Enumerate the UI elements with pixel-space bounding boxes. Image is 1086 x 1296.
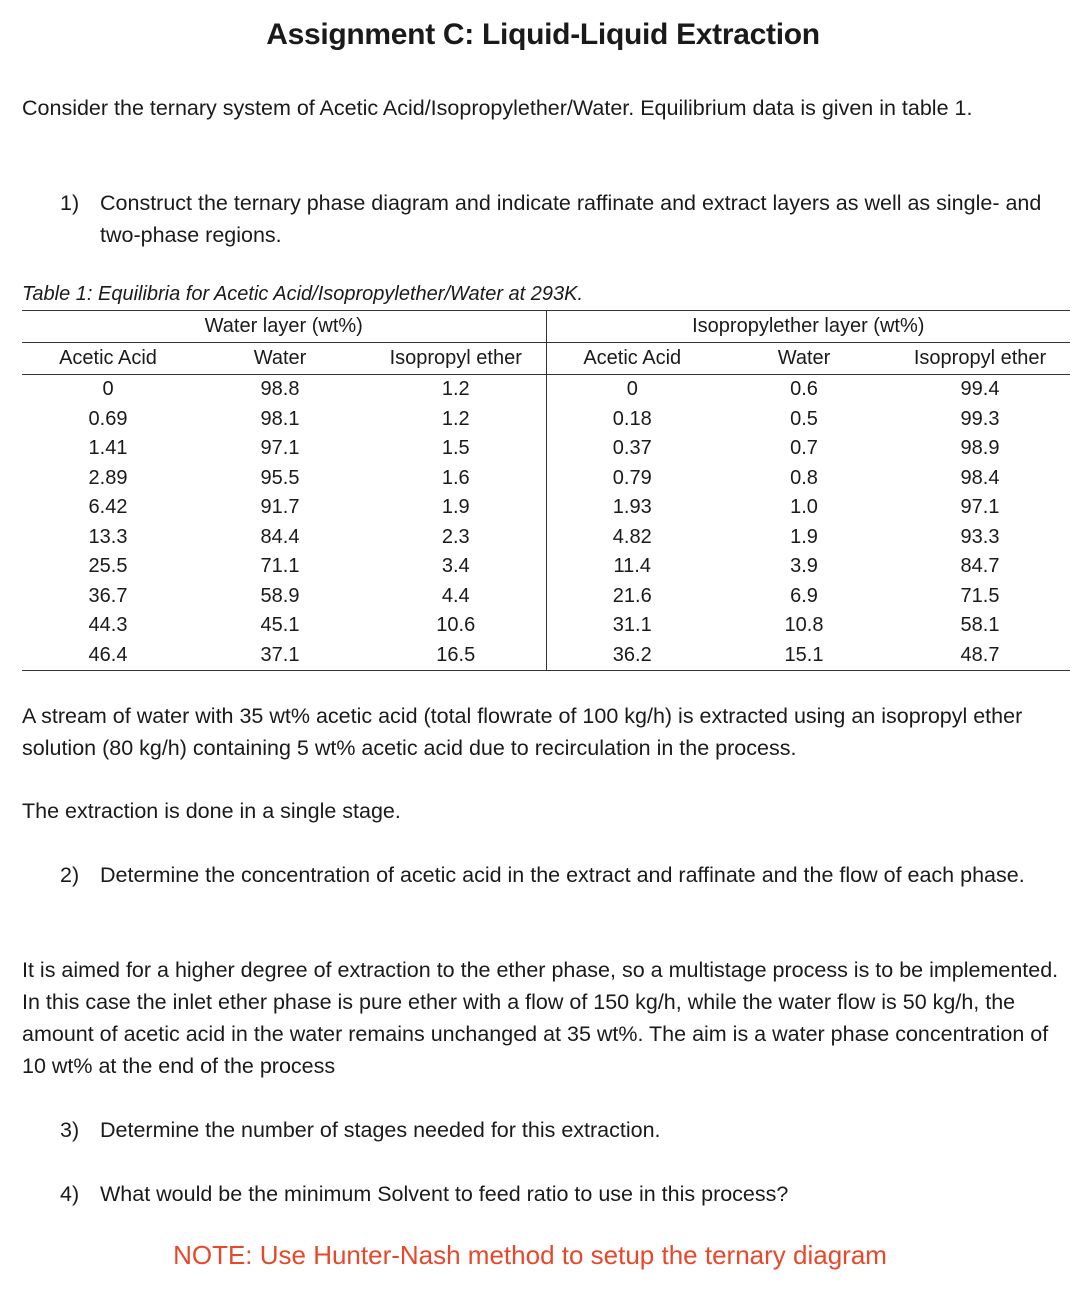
table-cell: 1.2 [366,405,546,435]
table-caption: Table 1: Equilibria for Acetic Acid/Isopropylether/Water at 293K. [22,283,584,305]
table-cell: 13.3 [88,525,128,548]
ether-layer-header: Isopropylether layer (wt%) [546,311,1070,343]
table-cell: 16.5 [366,641,546,671]
table-row [22,611,1070,641]
table-cell: 58.9 [260,584,300,607]
column-header: Acetic Acid [546,343,718,375]
table-row [22,434,1070,464]
table-cell: 98.8 [260,378,300,401]
single-stage-paragraph: The extraction is done in a single stage. [22,799,401,823]
table-row [22,405,1070,435]
table-cell: 0.8 [790,466,818,489]
table-cell: 37.1 [194,641,366,671]
table-cell: 98.9 [960,437,1000,460]
table-cell: 36.2 [546,641,718,671]
column-header: Water [718,343,890,375]
table-cell: 3.4 [366,552,546,582]
column-header: Acetic Acid [22,343,194,375]
table-cell: 45.1 [260,614,300,637]
table-cell: 2.3 [366,523,546,553]
table-cell: 98.4 [960,466,1000,489]
table-cell: 46.4 [22,641,194,671]
table-cell: 95.5 [260,466,300,489]
multistage-paragraph: It is aimed for a higher degree of extraction to the ether phase, so a multistage process is to be implemented. In this case the inlet ether phase is pure ether with a flow of 150 kg/h, while the water flow is 50 kg/h, the amount of acetic acid in the water remains unchanged at 35 wt%. The aim is a water phase concentration of 10 wt% at the end of the process [22,958,1059,1078]
table-cell: 91.7 [260,496,300,519]
table-cell: 1.2 [366,375,546,405]
table-cell: 99.4 [960,378,1000,401]
table-cell: 93.3 [960,525,1000,548]
question-4-number: 4) [60,1182,80,1206]
table-cell: 36.7 [88,584,128,607]
question-2-text: Determine the concentration of acetic acid in the extract and raffinate and the flow of each phase. [100,863,1025,887]
table-cell: 25.5 [88,555,128,578]
intro-paragraph: Consider the ternary system of Acetic Acid/Isopropylether/Water. Equilibrium data is given in table 1. [22,96,973,120]
table-row [22,464,1070,494]
table-cell: 11.4 [613,555,651,578]
table-cell: 0 [102,378,114,401]
table-cell: 0.7 [790,437,818,460]
table-cell: 0.79 [612,466,652,489]
table-cell: 84.7 [960,555,1000,578]
table-cell: 97.1 [960,496,1000,519]
table-cell: 0.5 [790,407,818,430]
table-cell: 6.9 [790,584,818,607]
table-cell: 15.1 [718,641,890,671]
table-cell: 4.4 [366,582,546,612]
question-3-number: 3) [60,1118,80,1142]
table-cell: 0.37 [612,437,652,460]
question-1-text: Construct the ternary phase diagram and indicate raffinate and extract layers as well as single- and two-phase regions. [100,191,1042,247]
table-row [22,493,1070,523]
question-1 [60,187,1070,251]
table-cell: 1.9 [366,493,546,523]
equilibrium-table [22,310,1070,671]
table-cell: 84.4 [260,525,300,548]
table-cell: 71.5 [960,584,1000,607]
table-row [22,582,1070,612]
table-cell: 44.3 [88,614,128,637]
table-cell: 0.6 [790,378,818,401]
table-cell: 4.82 [612,525,652,548]
table-cell: 10.8 [784,614,824,637]
table-cell: 2.89 [88,466,128,489]
column-header: Isopropyl ether [366,343,546,375]
page-title: Assignment C: Liquid-Liquid Extraction [266,18,820,51]
water-layer-header: Water layer (wt%) [22,311,546,343]
table-cell: 10.6 [366,611,546,641]
table-cell: 98.1 [260,407,300,430]
table-cell: 1.41 [88,437,128,460]
question-3 [60,1114,1070,1146]
column-header: Water [194,343,366,375]
hunter-nash-note: NOTE: Use Hunter-Nash method to setup the ternary diagram [173,1240,887,1270]
table-cell: 1.9 [790,525,818,548]
table-cell: 1.0 [790,496,818,519]
table-row [22,641,1070,671]
table-cell: 1.5 [366,434,546,464]
table-row [22,375,1070,405]
question-1-number: 1) [60,191,80,215]
table-cell: 6.42 [88,496,128,519]
column-header: Isopropyl ether [890,343,1070,375]
table-cell: 0.69 [88,407,128,430]
table-row [22,523,1070,553]
question-2-number: 2) [60,863,80,887]
question-4 [60,1178,1070,1210]
question-4-text: What would be the minimum Solvent to feed ratio to use in this process? [100,1182,789,1206]
table-cell: 71.1 [260,555,300,578]
table-cell: 97.1 [260,437,300,460]
question-3-text: Determine the number of stages needed for this extraction. [100,1118,661,1142]
table-cell: 31.1 [612,614,652,637]
table-cell: 21.6 [612,584,652,607]
table-cell: 48.7 [890,641,1070,671]
table-cell: 1.6 [366,464,546,494]
table-cell: 58.1 [960,614,1000,637]
table-cell: 3.9 [790,555,818,578]
stream-paragraph: A stream of water with 35 wt% acetic acid (total flowrate of 100 kg/h) is extracted using an isopropyl ether solution (80 kg/h) containing 5 wt% acetic acid due to recirculation in the process. [22,704,1023,760]
table-cell: 0 [626,378,638,401]
table-cell: 0.18 [612,407,652,430]
question-2 [60,859,1070,891]
table-cell: 1.93 [612,496,652,519]
table-row [22,552,1070,582]
table-cell: 99.3 [960,407,1000,430]
